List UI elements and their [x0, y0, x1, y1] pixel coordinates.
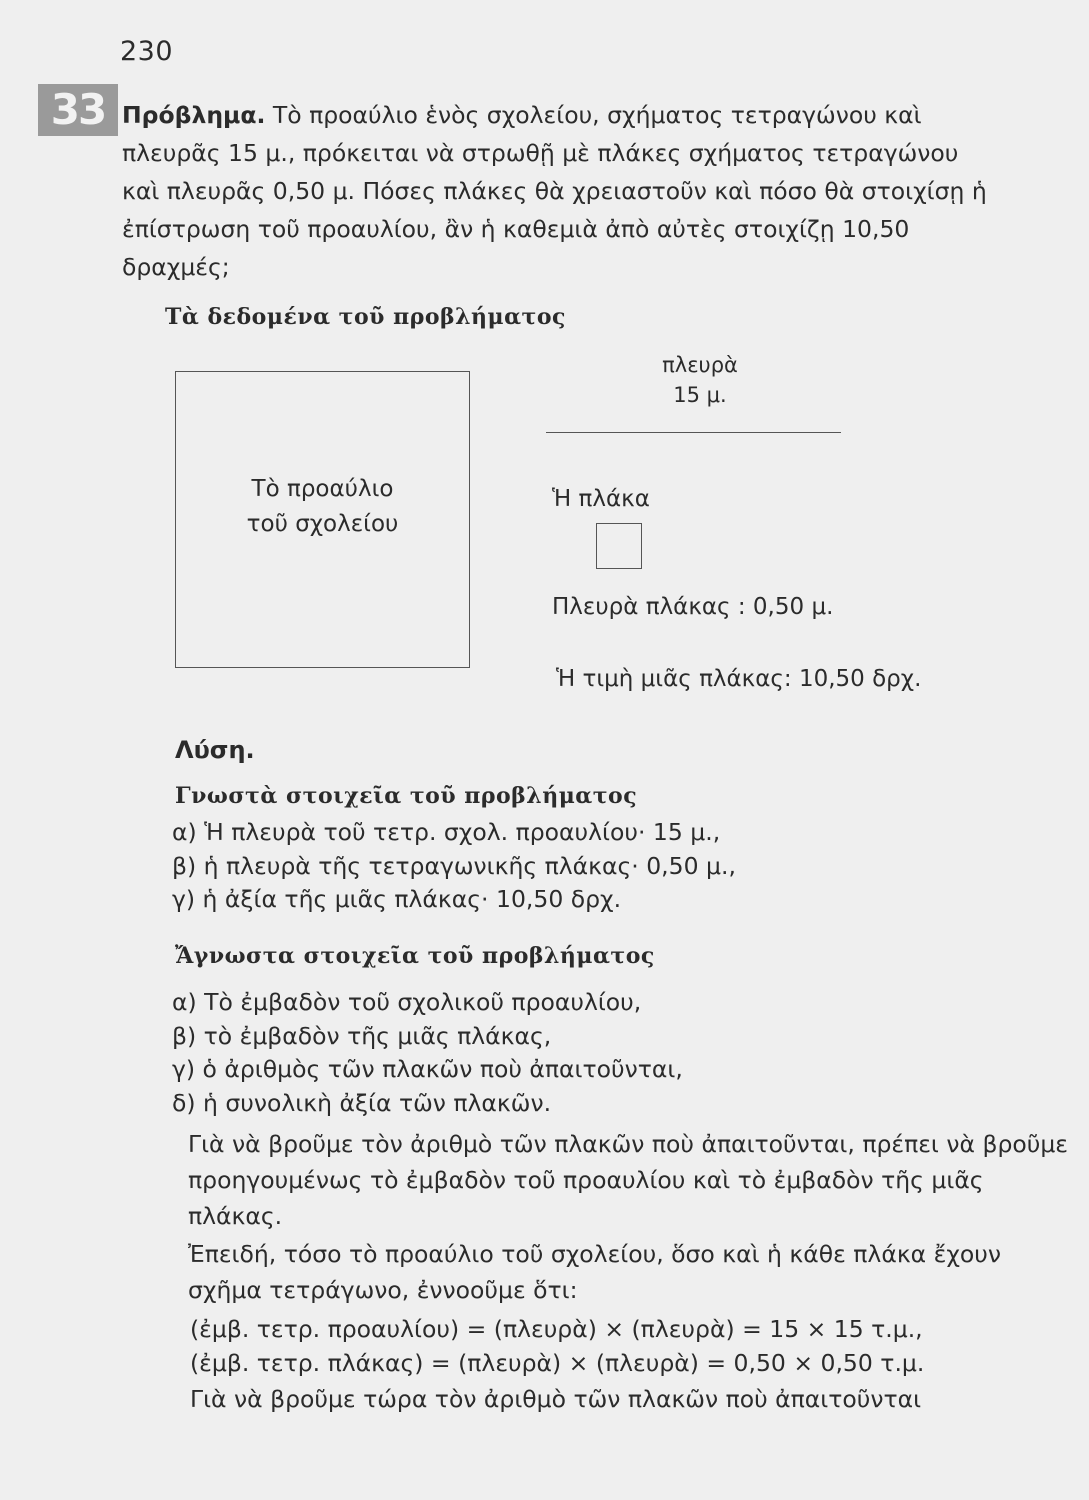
schoolyard-square: [175, 371, 470, 668]
schoolyard-label-line1: Τὸ προαύλιο: [251, 476, 394, 502]
list-item: α) Ἡ πλευρὰ τοῦ τετρ. σχολ. προαυλίου· 15 μ.,: [172, 818, 721, 846]
list-item: α) Τὸ ἐμβαδὸν τοῦ σχολικοῦ προαυλίου,: [172, 988, 642, 1016]
solution-label: Λύση.: [175, 736, 255, 764]
tile-side-text: Πλευρὰ πλάκας : 0,50 μ.: [552, 594, 834, 620]
side-length-line: [546, 432, 841, 433]
last-line: Γιὰ νὰ βροῦμε τώρα τὸν ἀριθμὸ τῶν πλακῶν ποὺ ἀπαιτοῦνται: [190, 1385, 922, 1413]
list-item: β) τὸ ἐμβαδὸν τῆς μιᾶς πλάκας,: [172, 1021, 552, 1050]
problem-number-badge: 33: [38, 84, 118, 136]
schoolyard-label-line2: τοῦ σχολείου: [246, 511, 399, 537]
formula-tile-area: (ἐμβ. τετρ. πλάκας) = (πλευρὰ) × (πλευρὰ) = 0,50 × 0,50 τ.μ.: [190, 1349, 925, 1377]
problem-text: Τὸ προαύλιο ἑνὸς σχολείου, σχήματος τετραγώνου καὶ πλευρᾶς 15 μ., πρόκειται νὰ στρωθῇ μὲ πλάκες σχήματος τετραγώνου καὶ πλευρᾶς 0,50 μ. Πόσες πλάκες θὰ χρειαστοῦν καὶ πόσο θὰ στοιχίσῃ ἡ ἐπίστρωση τοῦ προαυλίου, ἂν ἡ καθεμιὰ ἀπὸ αὐτὲς στοιχίζῃ 10,50 δραχμές;: [122, 101, 987, 281]
list-item: γ) ἡ ἀξία τῆς μιᾶς πλάκας· 10,50 δρχ.: [172, 885, 622, 913]
formula-yard-area: (ἐμβ. τετρ. προαυλίου) = (πλευρὰ) × (πλευρὰ) = 15 × 15 τ.μ.,: [190, 1315, 923, 1343]
problem-label: Πρόβλημα.: [122, 101, 266, 129]
list-item: γ) ὁ ἀριθμὸς τῶν πλακῶν ποὺ ἀπαιτοῦνται,: [172, 1055, 683, 1083]
known-list: [172, 816, 736, 917]
problem-statement: [122, 96, 1002, 286]
side-label-line2: 15 μ.: [673, 383, 727, 407]
data-heading: Τὰ δεδομένα τοῦ προβλήματος: [165, 304, 566, 330]
list-item: β) ἡ πλευρὰ τῆς τετραγωνικῆς πλάκας· 0,50 μ.,: [172, 851, 736, 880]
known-heading: Γνωστὰ στοιχεῖα τοῦ προβλήματος: [175, 783, 638, 809]
tile-label: Ἡ πλάκα: [552, 486, 650, 512]
paragraph-1: Γιὰ νὰ βροῦμε τὸν ἀριθμὸ τῶν πλακῶν ποὺ ἀπαιτοῦνται, πρέπει νὰ βροῦμε προηγουμένως τὸ ἐμβαδὸν τοῦ προαυλίου καὶ τὸ ἐμβαδὸν τῆς μιᾶς πλάκας.: [188, 1130, 1068, 1230]
unknown-list: [172, 986, 683, 1120]
list-item: δ) ἡ συνολικὴ ἀξία τῶν πλακῶν.: [172, 1088, 552, 1117]
schoolyard-label: [176, 472, 469, 542]
page-number: 230: [120, 36, 174, 67]
side-length-label: [640, 350, 760, 410]
paragraph-2: Ἐπειδή, τόσο τὸ προαύλιο τοῦ σχολείου, ὅσο καὶ ἡ κάθε πλάκα ἔχουν σχῆμα τετράγωνο, ἐννοοῦμε ὅτι:: [188, 1240, 1002, 1304]
tile-square: [596, 523, 642, 569]
tile-price-text: Ἡ τιμὴ μιᾶς πλάκας: 10,50 δρχ.: [556, 666, 922, 692]
unknown-heading: Ἄγνωστα στοιχεῖα τοῦ προβλήματος: [175, 943, 655, 969]
side-label-line1: πλευρὰ: [662, 353, 738, 377]
